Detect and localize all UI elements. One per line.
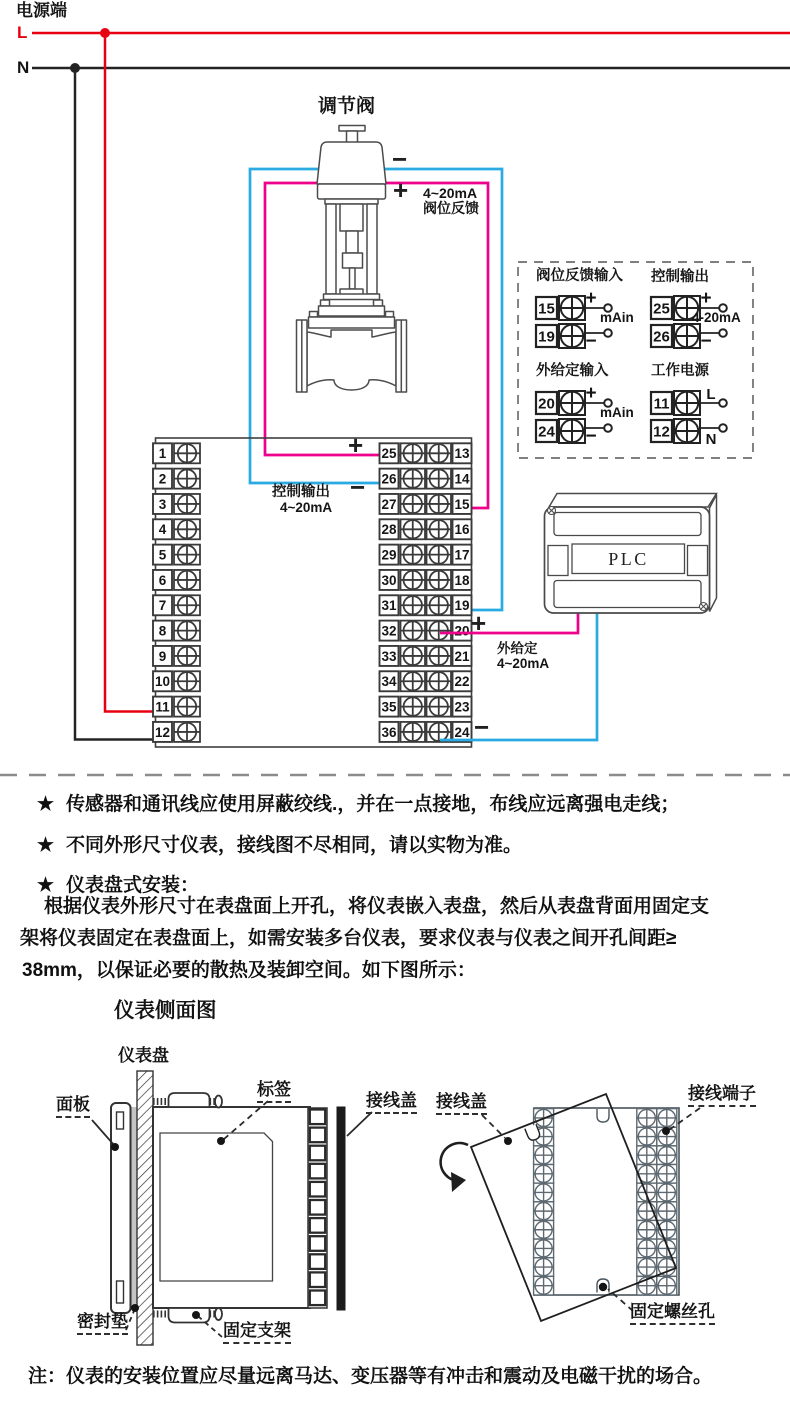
panel-board-label: 仪表盘 bbox=[118, 1046, 169, 1065]
feedback-name-label: 阀位反馈 bbox=[423, 200, 479, 216]
svg-text:18: 18 bbox=[454, 572, 470, 588]
terminal-row bbox=[380, 494, 472, 514]
svg-text:26: 26 bbox=[381, 471, 397, 487]
terminal-row bbox=[153, 671, 200, 691]
tag-label: 标签 bbox=[257, 1080, 291, 1103]
setpoint-minus: − bbox=[474, 712, 490, 742]
svg-text:19: 19 bbox=[454, 598, 470, 614]
gasket-label: 密封垫 bbox=[77, 1312, 128, 1335]
top-bracket bbox=[153, 1093, 222, 1108]
svg-text:33: 33 bbox=[381, 648, 397, 664]
terminal-strip-cell bbox=[310, 1182, 325, 1197]
terminal-row bbox=[380, 646, 472, 666]
valve-title: 调节阀 bbox=[318, 96, 376, 117]
rear-terminal-cell bbox=[637, 1127, 657, 1146]
front-panel-label: 面板 bbox=[56, 1095, 90, 1118]
svg-text:25: 25 bbox=[653, 300, 670, 318]
svg-text:11: 11 bbox=[155, 699, 170, 715]
neutral-label: N bbox=[17, 58, 30, 77]
terminal-row bbox=[380, 443, 472, 463]
terminal-strip-cell bbox=[310, 1291, 325, 1306]
svg-text:24: 24 bbox=[454, 724, 470, 740]
svg-text:12: 12 bbox=[154, 724, 171, 740]
panel-board-hatch bbox=[137, 1071, 153, 1345]
terminal-strip-cell bbox=[310, 1164, 325, 1179]
svg-text:32: 32 bbox=[381, 623, 397, 639]
terminal-row bbox=[380, 621, 472, 641]
svg-text:20: 20 bbox=[454, 623, 470, 639]
terminal-row bbox=[153, 595, 200, 615]
terminal-strip-cell bbox=[310, 1218, 325, 1233]
side-view-drawing bbox=[92, 1071, 372, 1345]
svg-text:30: 30 bbox=[381, 572, 397, 588]
rear-terminal-cell bbox=[637, 1220, 657, 1239]
svg-text:1: 1 bbox=[158, 446, 167, 462]
terminal-row bbox=[380, 671, 472, 691]
svg-text:21: 21 bbox=[454, 648, 470, 664]
terminal-row bbox=[153, 646, 200, 666]
setpoint-label: 外给定 bbox=[497, 641, 538, 656]
svg-text:31: 31 bbox=[381, 598, 397, 614]
legend-title-power: 工作电源 bbox=[651, 363, 709, 379]
svg-text:8: 8 bbox=[158, 623, 167, 639]
svg-text:35: 35 bbox=[381, 699, 397, 715]
rear-terminal-cell bbox=[534, 1276, 554, 1295]
svg-text:15: 15 bbox=[454, 496, 470, 512]
terminal-row bbox=[153, 443, 200, 463]
terminal-strip-cell bbox=[310, 1110, 325, 1125]
svg-text:2: 2 bbox=[158, 471, 167, 487]
svg-text:17: 17 bbox=[454, 547, 470, 563]
svg-text:23: 23 bbox=[454, 699, 470, 715]
svg-text:−: − bbox=[585, 331, 597, 352]
rear-terminal-cell bbox=[534, 1165, 554, 1184]
svg-text:14: 14 bbox=[454, 471, 470, 487]
terminal-row bbox=[153, 621, 200, 641]
rear-terminal-cell bbox=[657, 1146, 677, 1165]
svg-text:16: 16 bbox=[454, 522, 470, 538]
screw-hole-label: 固定螺丝孔 bbox=[630, 1302, 715, 1325]
terminal-row bbox=[380, 697, 472, 717]
bottom-note: 注：仪表的安装位置应尽量远离马达、变压器等有冲击和震动及电磁干扰的场合。 bbox=[28, 1366, 713, 1387]
terminal-strip-cell bbox=[310, 1200, 325, 1215]
svg-text:+: + bbox=[585, 383, 597, 404]
control-valve-drawing bbox=[297, 126, 407, 393]
rear-terminal-cell bbox=[657, 1276, 677, 1295]
terminal-row bbox=[380, 469, 472, 489]
install-paragraph-line3: 38mm，以保证必要的散热及装卸空间。如下图所示： bbox=[22, 960, 476, 981]
terminal-row bbox=[153, 519, 200, 539]
rotation-arrow-icon bbox=[441, 1143, 468, 1192]
svg-text:34: 34 bbox=[381, 674, 397, 690]
terminal-row bbox=[380, 519, 472, 539]
legend-box bbox=[518, 262, 753, 458]
legend-terminal-row bbox=[536, 419, 612, 447]
note-bullet-1: ★ 传感器和通讯线应使用屏蔽绞线.，并在一点接地，布线应远离强电走线； bbox=[37, 794, 680, 815]
live-label: L bbox=[17, 23, 28, 42]
terminal-row bbox=[153, 494, 200, 514]
install-paragraph-line2: 架将仪表固定在表盘面上，如需安装多台仪表，要求仪表与仪表之间开孔间距≥ bbox=[20, 928, 677, 949]
terminal-cover-bar bbox=[337, 1107, 346, 1311]
valve-minus-sign: − bbox=[392, 144, 408, 174]
legend-label-range: 4-20mA bbox=[692, 310, 741, 325]
terminal-row bbox=[153, 570, 200, 590]
legend-title-setpoint: 外给定输入 bbox=[536, 363, 609, 379]
legend-terminal-row bbox=[651, 386, 727, 415]
svg-text:26: 26 bbox=[653, 328, 670, 346]
svg-text:24: 24 bbox=[538, 423, 555, 441]
control-output-range: 4~20mA bbox=[280, 500, 333, 515]
svg-text:+: + bbox=[700, 288, 712, 309]
terminal-row bbox=[380, 545, 472, 565]
rear-terminal-cell bbox=[657, 1109, 677, 1128]
terminal-row bbox=[153, 469, 200, 489]
star-icon: ★ bbox=[37, 835, 55, 856]
svg-text:+: + bbox=[585, 288, 597, 309]
svg-text:L: L bbox=[706, 386, 716, 403]
setpoint-range: 4~20mA bbox=[497, 656, 550, 671]
svg-text:9: 9 bbox=[158, 648, 167, 664]
svg-text:13: 13 bbox=[454, 446, 470, 462]
svg-text:−: − bbox=[700, 331, 712, 352]
svg-text:15: 15 bbox=[538, 300, 555, 318]
svg-text:12: 12 bbox=[653, 423, 670, 441]
terminals-label: 接线端子 bbox=[688, 1084, 756, 1107]
svg-text:28: 28 bbox=[381, 522, 397, 538]
svg-text:20: 20 bbox=[538, 395, 555, 413]
terminal-row bbox=[153, 697, 200, 717]
bottom-bracket bbox=[153, 1308, 222, 1323]
rear-terminal-cell bbox=[534, 1258, 554, 1277]
rear-terminal-cell bbox=[637, 1109, 657, 1128]
control-output-label: 控制输出 bbox=[272, 484, 330, 500]
svg-text:5: 5 bbox=[158, 547, 167, 563]
plc-label: PLC bbox=[608, 548, 649, 569]
rear-terminal-cell bbox=[637, 1146, 657, 1165]
terminal-row bbox=[153, 545, 200, 565]
install-paragraph-line1: 根据仪表外形尺寸在表盘面上开孔，将仪表嵌入表盘，然后从表盘背面用固定支 bbox=[44, 896, 710, 917]
legend-terminal-row bbox=[536, 324, 612, 352]
rear-terminal-cell bbox=[637, 1258, 657, 1277]
svg-text:27: 27 bbox=[381, 496, 397, 512]
note-bullet-3: ★ 仪表盘式安装： bbox=[37, 875, 200, 896]
note-bullet-2: ★ 不同外形尺寸仪表，接线图不尽相同，请以实物为准。 bbox=[37, 835, 523, 856]
svg-text:7: 7 bbox=[158, 598, 167, 614]
svg-text:10: 10 bbox=[154, 674, 171, 690]
power-title: 电源端 bbox=[16, 1, 67, 20]
terminal-row bbox=[153, 722, 200, 742]
rear-terminal-cell bbox=[534, 1220, 554, 1239]
svg-text:−: − bbox=[585, 426, 597, 447]
rear-terminal-cell bbox=[534, 1239, 554, 1258]
rear-terminal-cell bbox=[657, 1183, 677, 1202]
valve-plus-sign: + bbox=[393, 175, 409, 205]
star-icon: ★ bbox=[37, 794, 55, 815]
svg-text:25: 25 bbox=[381, 446, 397, 462]
svg-text:29: 29 bbox=[381, 547, 397, 563]
terminal-cover-label-rear: 接线盖 bbox=[436, 1092, 487, 1115]
star-icon: ★ bbox=[37, 875, 55, 896]
svg-text:4: 4 bbox=[158, 522, 167, 538]
legend-label-main2: mAin bbox=[600, 405, 634, 420]
svg-text:36: 36 bbox=[381, 724, 397, 740]
rear-view-drawing bbox=[441, 1094, 700, 1321]
terminal-row bbox=[380, 595, 472, 615]
terminal-strip-cell bbox=[310, 1236, 325, 1251]
legend-terminal-row bbox=[651, 324, 727, 352]
bracket-label: 固定支架 bbox=[223, 1321, 291, 1344]
rear-terminal-cell bbox=[534, 1202, 554, 1221]
side-view-heading: 仪表侧面图 bbox=[114, 999, 217, 1022]
feedback-range-label: 4~20mA bbox=[423, 185, 478, 201]
terminal-strip-cell bbox=[310, 1128, 325, 1143]
tag-area bbox=[160, 1133, 273, 1281]
control-output-minus: − bbox=[350, 472, 366, 502]
legend-title-feedback: 阀位反馈输入 bbox=[536, 268, 623, 284]
rear-terminal-cell bbox=[534, 1183, 554, 1202]
control-output-plus: + bbox=[348, 430, 364, 460]
rear-terminal-cell bbox=[637, 1239, 657, 1258]
svg-text:22: 22 bbox=[454, 674, 470, 690]
rear-terminal-cell bbox=[637, 1183, 657, 1202]
terminal-strip-cell bbox=[310, 1272, 325, 1287]
legend-terminal-row bbox=[651, 419, 727, 448]
rear-terminal-cell bbox=[657, 1239, 677, 1258]
terminal-row bbox=[380, 570, 472, 590]
rear-terminal-cell bbox=[534, 1146, 554, 1165]
terminal-strip-cell bbox=[310, 1254, 325, 1269]
svg-text:19: 19 bbox=[538, 328, 555, 346]
svg-text:11: 11 bbox=[653, 395, 670, 413]
rear-terminal-cell bbox=[657, 1165, 677, 1184]
rear-terminal-cell bbox=[657, 1202, 677, 1221]
legend-title-control: 控制输出 bbox=[651, 269, 709, 285]
terminal-strip-cell bbox=[310, 1146, 325, 1161]
terminal-cover-label-side: 接线盖 bbox=[366, 1091, 417, 1114]
setpoint-plus: + bbox=[471, 608, 487, 638]
svg-text:6: 6 bbox=[158, 572, 167, 588]
svg-text:3: 3 bbox=[158, 496, 167, 512]
legend-label-main1: mAin bbox=[600, 310, 634, 325]
svg-text:N: N bbox=[705, 431, 717, 448]
